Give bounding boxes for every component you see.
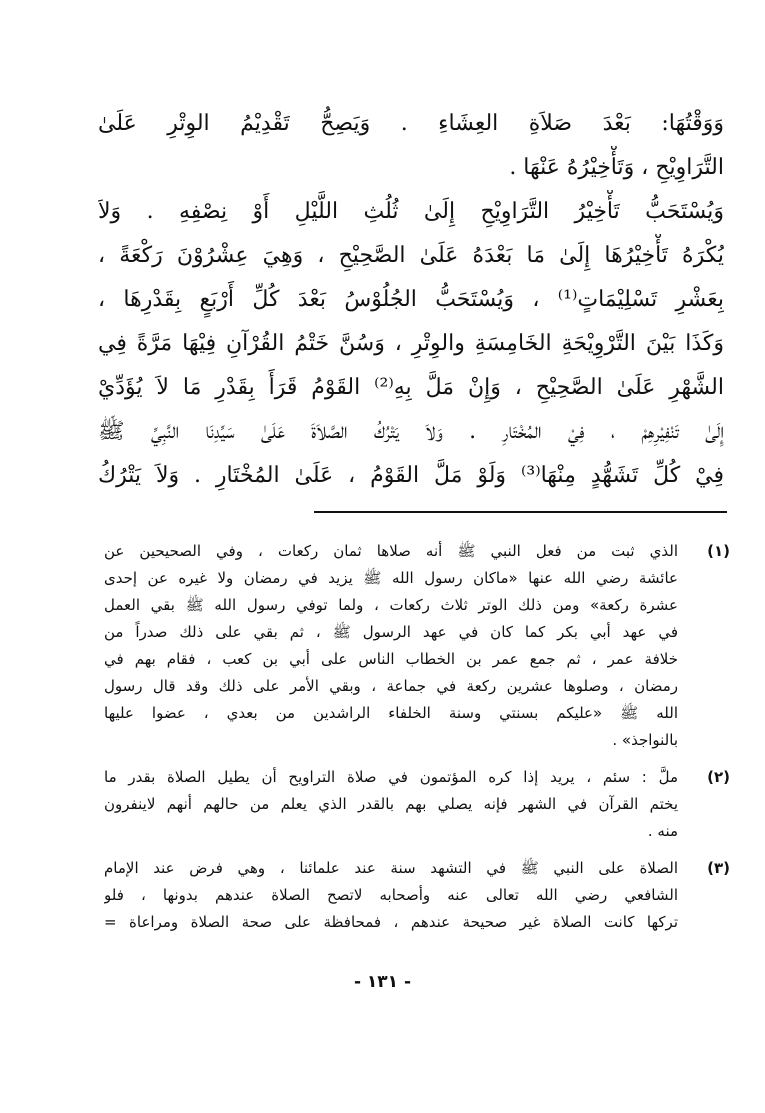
footnote-line: منه . — [647, 822, 678, 840]
footnote-line: الشافعي رضي الله تعالى عنه وأصحابه لاتصح الصلاة عندهم بدونها ، فلو — [104, 886, 678, 904]
footnote-line: بالنواجذ» . — [612, 731, 678, 749]
main-text-line: وَوَقْتُهَا: بَعْدَ صَلاَةِ العِشَاءِ . وَيَصِحُّ تَقْدِيْمُ الوِتْرِ عَلَىٰ — [98, 111, 724, 136]
main-text — [98, 102, 724, 498]
footnote-line: تركها كانت الصلاة غير صحيحة عندهم ، فمحافظة على صحة الصلاة ومراعاة = — [104, 913, 678, 931]
main-text-line: يُكْرَهُ تَأْخِيْرُهَا إِلَىٰ مَا بَعْدَهُ عَلَىٰ الصَّحِيْحِ ، وَهِيَ عِشْرُوْنَ رَكْعَةً ، — [98, 243, 724, 268]
footnote-line: في عهد أبي بكر كما كان في عهد الرسول ﷺ ، ثم بقي على ذلك صدراً من — [104, 623, 678, 641]
footnote-body — [104, 538, 678, 754]
main-text-line: وَكَذَا بَيْنَ التَّرْوِيْحَةِ الخَامِسَةِ والوِتْرِ ، وَسُنَّ خَتْمُ القُرْآنِ فِيْهَا مَرَّةً فِي — [98, 331, 724, 356]
footnote-body — [104, 764, 678, 845]
main-text-line: الشَّهْرِ عَلَىٰ الصَّحِيْحِ ، وَإِنْ مَلَّ بِهِ⁽²⁾ القَوْمُ قَرَأَ بِقَدْرِ مَا لاَ يُؤَدِّيْ — [98, 375, 724, 400]
footnote-line: ملَّ : سئم ، يريد إذا كره المؤتمون في صلاة التراويح أن يطيل الصلاة بقدر ما — [104, 768, 678, 786]
footnote-number: (١) — [707, 542, 730, 560]
footnote-2 — [104, 764, 730, 845]
footnote-number: (٣) — [707, 859, 730, 877]
footnote-line: يختم القرآن في الشهر فإنه يصلي بهم بالقدر الذي يعلم من حالهم أنهم لاينفرون — [104, 795, 678, 813]
page-number: - ١٣١ - — [353, 972, 412, 992]
footnote-line: عائشة رضي الله عنها «ماكان رسول الله ﷺ يزيد في رمضان ولا غيره عن إحدى — [104, 569, 678, 587]
main-text-line: وَيُسْتَحَبُّ تَأْخِيْرُ التَّرَاوِيْحِ إِلَىٰ ثُلُثِ اللَّيْلِ أَوْ نِصْفِهِ . وَلاَ — [98, 199, 724, 224]
main-text-line: التَّرَاوِيْحِ ، وَتَأْخِيْرُهُ عَنْهَا . — [509, 155, 724, 180]
footnote-number: (٢) — [707, 768, 730, 786]
footnote-1 — [104, 538, 730, 754]
footnote-line: الله ﷺ «عليكم بسنتي وسنة الخلفاء الراشدين من بعدي ، عضوا عليها — [104, 704, 678, 722]
main-text-line: بِعَشْرِ تَسْلِيْمَاتٍ⁽¹⁾ ، وَيُسْتَحَبُّ الجُلُوْسُ بَعْدَ كُلِّ أَرْبَعٍ بِقَدْرِهَا ، — [98, 287, 724, 312]
footnotes-section — [104, 538, 730, 946]
footnote-body — [104, 855, 678, 936]
main-text-line: فِيْ كُلِّ تَشَهُّدٍ مِنْهَا⁽³⁾ وَلَوْ مَلَّ القَوْمُ ، عَلَىٰ المُخْتَارِ . وَلاَ يَتْرُكُ — [98, 463, 724, 488]
footnote-line: الذي ثبت من فعل النبي ﷺ أنه صلاها ثمان ركعات ، وفي الصحيحين عن — [104, 542, 678, 560]
main-text-line: إِلَىٰ تَنْفِيْرِهِمْ ، فِيْ المُخْتَارِ . وَلاَ يَتْرُكُ الصَّلاَةَ عَلَىٰ سَيِّدِنَا النَّبِيِّ ﷺ — [98, 419, 724, 444]
footnote-line: رمضان ، وصلوها عشرين ركعة في جماعة ، وبقي الأمر على ذلك وقد قال رسول — [104, 677, 678, 695]
footnote-line: الصلاة على النبي ﷺ في التشهد سنة عند علمائنا ، وهي فرض عند الإمام — [104, 859, 678, 877]
footnote-divider — [314, 511, 727, 513]
footnote-line: خلافة عمر ، ثم جمع عمر بن الخطاب الناس على أبي بن كعب ، فقام بهم في — [104, 650, 678, 668]
footnote-3 — [104, 855, 730, 936]
footnote-line: عشرة ركعة» ومن ذلك الوتر ثلاث ركعات ، ولما توفي رسول الله ﷺ بقي العمل — [104, 596, 678, 614]
